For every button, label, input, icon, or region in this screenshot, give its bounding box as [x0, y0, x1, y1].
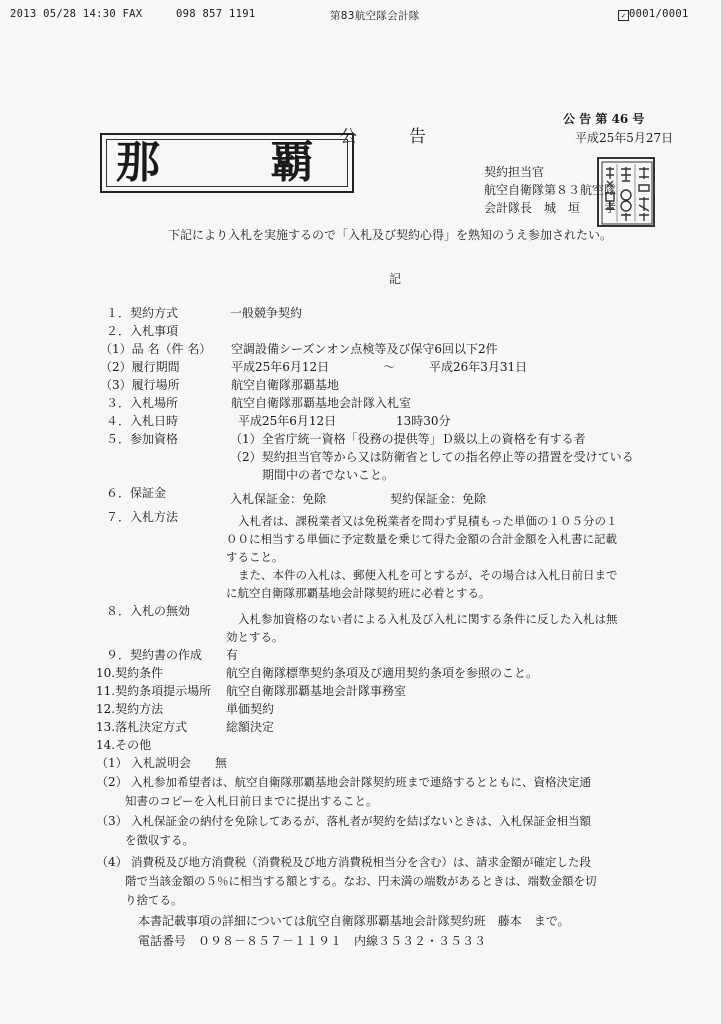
other-4-line-1: 消費税及び地方消費税（消費税及び地方消費税相当分を含む）は、請求金額が確定した段	[131, 855, 591, 869]
other-4-line-3: り捨てる。	[125, 893, 183, 907]
fax-check-icon: ✓	[618, 10, 629, 21]
other-4-line-2: 階で当該金額の５％に相当する額とする。なお、円未満の端数があるときは、端数金額を切	[125, 874, 597, 888]
issuer-person: 会計隊長 城 垣 孝	[484, 201, 617, 215]
item-14-label: 14.その他	[96, 738, 152, 752]
item-6-label: ６．保証金	[106, 486, 167, 500]
item-9-value: 有	[226, 648, 239, 662]
other-3-line-2: を徴収する。	[125, 833, 194, 847]
item-7-line-3: すること。	[226, 550, 284, 564]
item-7-line-5: に航空自衛隊那覇基地会計隊契約班に必着とする。	[226, 586, 491, 600]
notice-date: 平成25年5月27日	[575, 131, 674, 145]
item-2-2-tilde: ～	[383, 360, 396, 374]
item-12-value: 単価契約	[226, 702, 275, 716]
other-1-line-1: 入札説明会 無	[131, 756, 228, 770]
item-10-label: 10.契約条件	[96, 666, 164, 680]
item-5-2a: （2）契約担当官等から又は防衛省としての指名停止等の措置を受けている	[230, 450, 634, 464]
item-6-bid: 入札保証金：免除	[230, 492, 327, 506]
item-9-label: ９．契約書の作成	[106, 648, 203, 662]
item-2-1-label: （1）品 名（件 名）	[100, 342, 212, 356]
item-1-value: 一般競争契約	[230, 306, 303, 320]
item-13-value: 総額決定	[226, 720, 275, 734]
item-2-2-label: （2）履行期間	[100, 360, 180, 374]
other-2-line-2: 知書のコピーを入札日前日までに提出すること。	[125, 794, 378, 808]
issuer-role: 契約担当官	[484, 165, 545, 179]
other-2-line-1: 入札参加希望者は、航空自衛隊那覇基地会計隊契約班まで連絡するとともに、資格決定通	[131, 775, 591, 789]
stamp-char-na: 那	[116, 137, 162, 188]
item-5-1: （1）全省庁統一資格「役務の提供等」Ｄ級以上の資格を有する者	[230, 432, 586, 446]
other-1-num: （1）	[96, 756, 128, 770]
item-7-line-2: ００に相当する単価に予定数量を乗じて得た金額の合計金額を入札書に記載	[226, 532, 617, 546]
footer-contact: 本書記載事項の詳細については航空自衛隊那覇基地会計隊契約班 藤本 まで。	[138, 914, 570, 928]
item-11-value: 航空自衛隊那覇基地会計隊事務室	[226, 684, 407, 698]
item-1-label: １．契約方式	[106, 306, 179, 320]
intro-text: 下記により入札を実施するので「入札及び契約心得」を熟知のうえ参加されたい。	[168, 228, 613, 242]
item-7-label: ７．入札方法	[106, 510, 179, 524]
item-4-label: ４．入札日時	[106, 414, 179, 428]
other-3-num: （3）	[96, 814, 128, 828]
other-2-num: （2）	[96, 775, 128, 789]
stamp-char-ha: 覇	[270, 137, 316, 188]
issuer-unit: 航空自衛隊第８３航空隊	[484, 183, 617, 197]
item-6-contract: 契約保証金：免除	[390, 492, 487, 506]
item-2-2-end: 平成26年3月31日	[429, 360, 528, 374]
other-4-num: （4）	[96, 855, 128, 869]
naha-stamp	[100, 133, 354, 193]
item-2-3-value: 航空自衛隊那覇基地	[231, 378, 340, 392]
notice-number: 公 告 第 46 号	[563, 112, 645, 126]
item-7-line-1: 入札者は、課税業者又は免税業者を問わず見積もった単価の１０５分の１	[238, 514, 618, 528]
item-2-label: ２．入札事項	[106, 324, 179, 338]
page-title: 公 告	[340, 127, 432, 147]
item-2-3-label: （3）履行場所	[100, 378, 180, 392]
item-3-label: ３．入札場所	[106, 396, 179, 410]
item-2-1-value: 空調設備シーズンオン点検等及び保守6回以下2件	[231, 342, 498, 356]
item-11-label: 11.契約条項提示場所	[96, 684, 212, 698]
other-3-line-1: 入札保証金の納付を免除してあるが、落札者が契約を結ばないときは、入札保証金相当額	[131, 814, 591, 828]
item-12-label: 12.契約方法	[96, 702, 164, 716]
fax-sender: 第83航空隊会計隊	[330, 10, 420, 22]
fax-datetime: 2013 05/28 14:30 FAX	[10, 8, 143, 20]
official-seal-icon	[597, 157, 655, 227]
ki-heading: 記	[389, 272, 402, 286]
item-4-time: 13時30分	[396, 414, 451, 428]
item-5-label: ５．参加資格	[106, 432, 179, 446]
item-7-line-4: また、本件の入札は、郵便入札を可とするが、その場合は入札日前日まで	[238, 568, 618, 582]
fax-page-counter: ✓ 0001/0001	[618, 8, 689, 21]
fax-number: 098 857 1191	[176, 8, 256, 20]
item-2-2-start: 平成25年6月12日	[231, 360, 330, 374]
footer-phone: 電話番号 ０９８－８５７－１１９１ 内線３５３２・３５３３	[138, 934, 487, 948]
item-8-label: ８．入札の無効	[106, 604, 191, 618]
item-8-line-2: 効とする。	[226, 630, 284, 644]
item-8-line-1: 入札参加資格のない者による入札及び入札に関する条件に反した入札は無	[238, 612, 618, 626]
item-3-value: 航空自衛隊那覇基地会計隊入札室	[231, 396, 412, 410]
item-13-label: 13.落札決定方式	[96, 720, 188, 734]
item-10-value: 航空自衛隊標準契約条項及び適用契約条項を参照のこと。	[226, 666, 539, 680]
item-4-date: 平成25年6月12日	[238, 414, 337, 428]
item-5-2b: 期間中の者でないこと。	[262, 468, 395, 482]
